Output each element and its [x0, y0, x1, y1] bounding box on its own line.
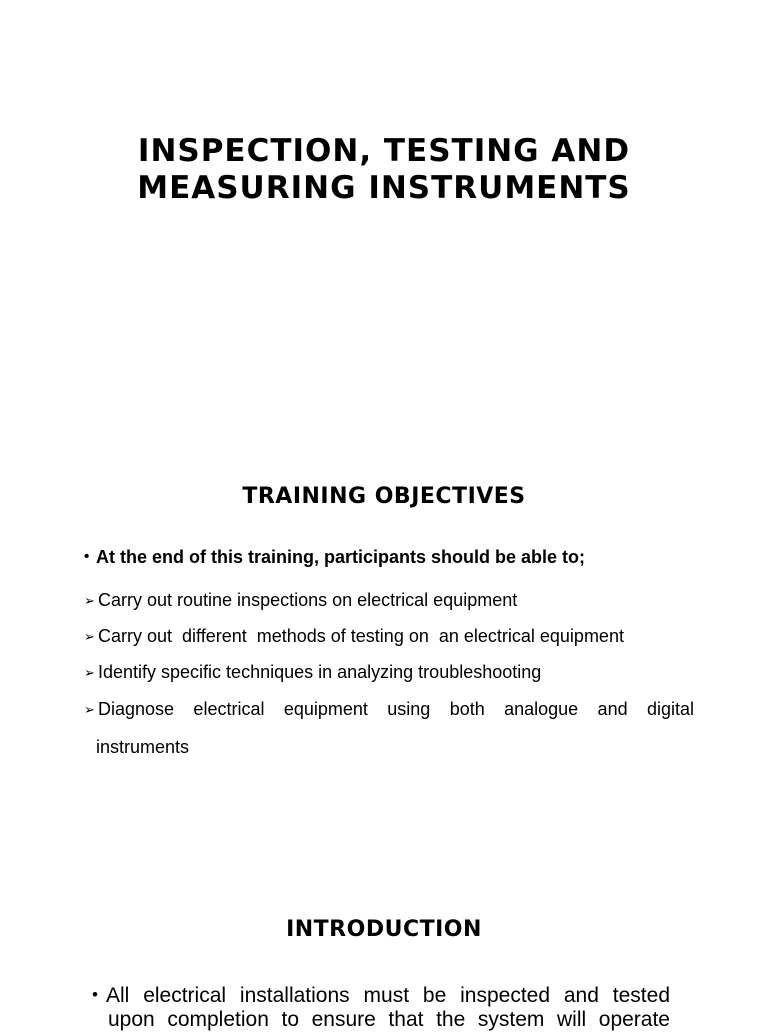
paragraph-line: upon completion to ensure that the system will operate: [108, 1008, 670, 1031]
arrow-bullet-icon: ➢: [84, 630, 95, 645]
title-line-1: INSPECTION, TESTING AND: [137, 133, 631, 169]
training-objectives-heading: TRAINING OBJECTIVES: [242, 484, 526, 509]
document-title: [0, 133, 768, 207]
title-line-2: MEASURING INSTRUMENTS: [137, 170, 631, 206]
paragraph-text: All electrical installations must be inspected and tested: [106, 984, 670, 1007]
bullet-icon: •: [84, 548, 90, 565]
objective-item: [84, 582, 694, 620]
objectives-intro-text: At the end of this training, participants should be able to;: [96, 547, 586, 567]
objectives-intro: [84, 545, 704, 569]
objective-item: [84, 618, 694, 656]
arrow-bullet-icon: ➢: [84, 594, 95, 609]
objective-item: [84, 654, 694, 692]
arrow-bullet-icon: ➢: [84, 666, 95, 681]
objective-first-line: [84, 691, 694, 729]
objective-text: Identify specific techniques in analyzing troubleshooting: [98, 662, 542, 682]
objective-text: Carry out different methods of testing on an electrical equipment: [98, 626, 624, 646]
objective-text: Carry out routine inspections on electrical equipment: [98, 590, 518, 610]
objective-item: [84, 691, 694, 765]
objective-continuation: instruments: [96, 737, 190, 757]
arrow-bullet-icon: ➢: [84, 703, 95, 718]
paragraph-line: [92, 983, 670, 1008]
objective-text: Diagnose electrical equipment using both analogue and digital: [98, 699, 694, 719]
bullet-icon: •: [92, 985, 98, 1004]
introduction-paragraph: [92, 983, 670, 1032]
introduction-heading: INTRODUCTION: [286, 917, 482, 942]
